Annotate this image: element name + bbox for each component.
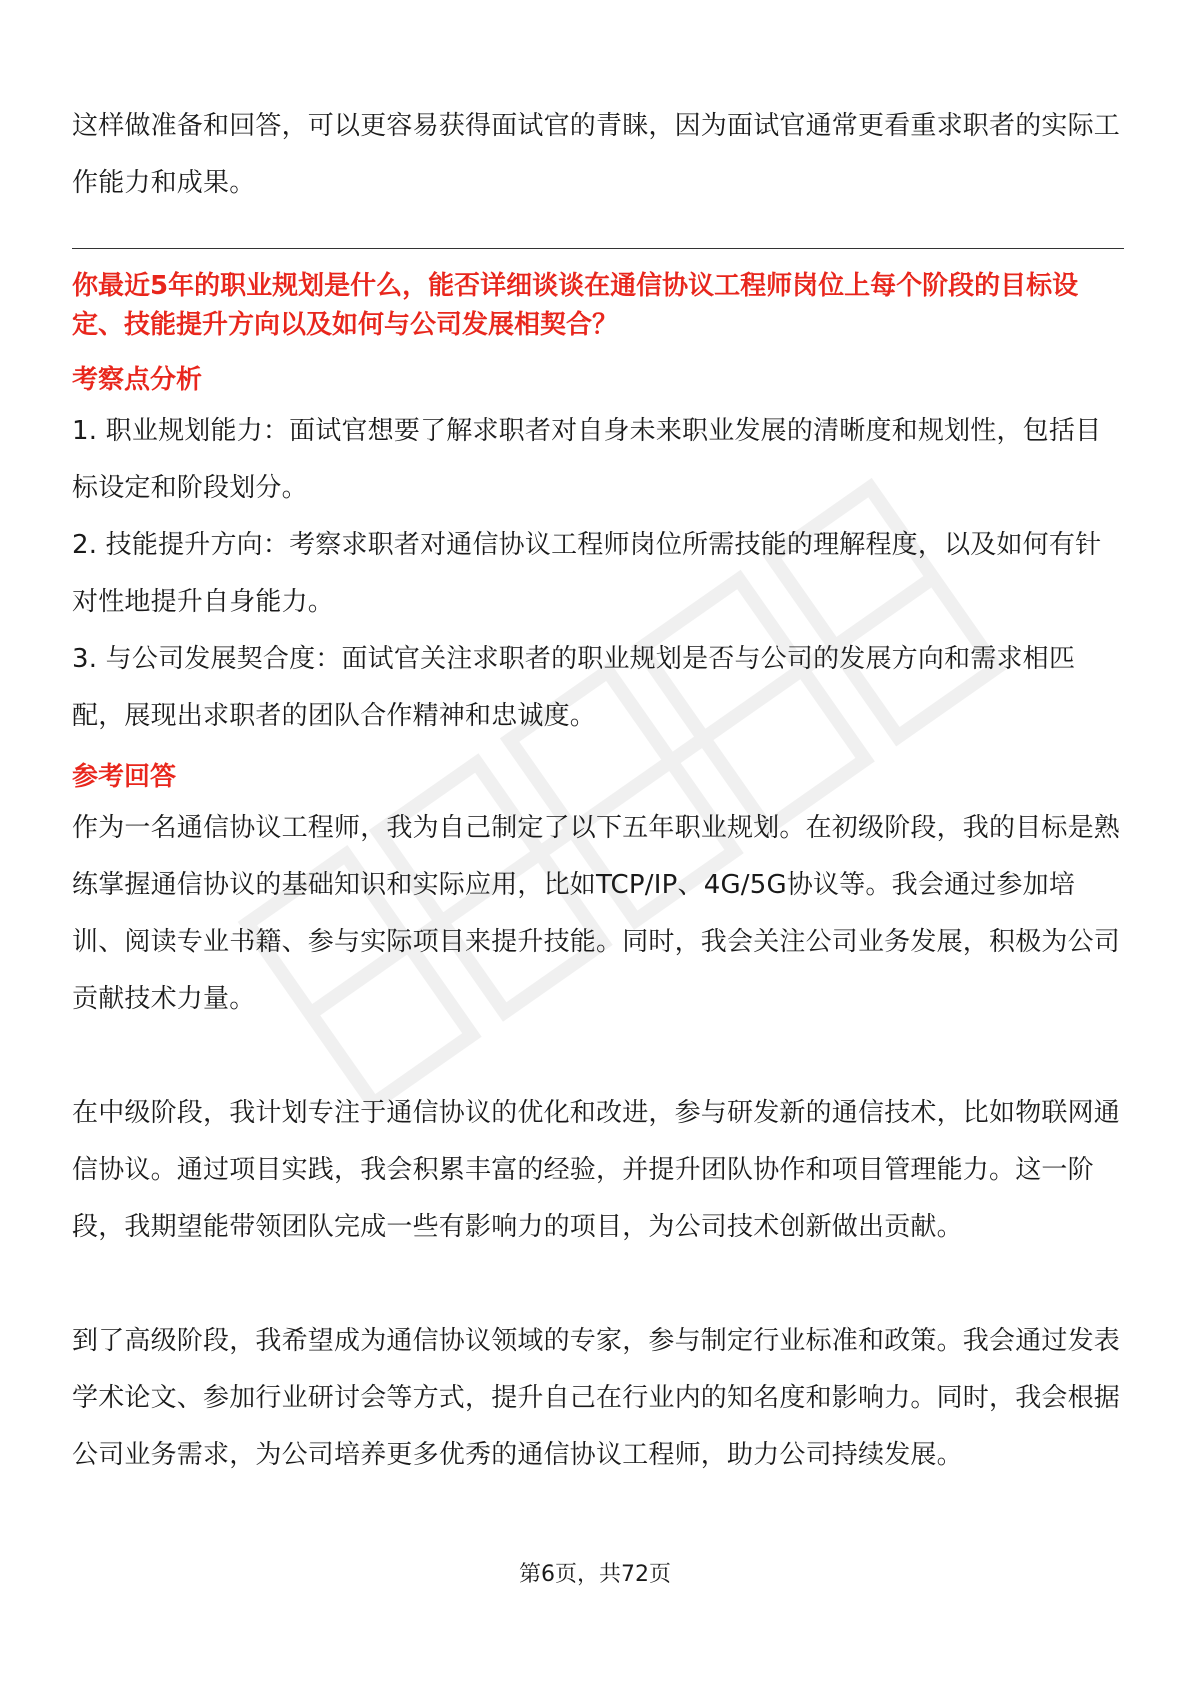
section-divider xyxy=(72,248,1124,249)
interview-question: 你最近5年的职业规划是什么，能否详细谈谈在通信协议工程师岗位上每个阶段的目标设定、技能提升方向以及如何与公司发展相契合？ xyxy=(72,271,1079,340)
spacer xyxy=(72,1256,1124,1313)
intro-paragraph: 这样做准备和回答，可以更容易获得面试官的青睐，因为面试官通常更看重求职者的实际工作能力和成果。 xyxy=(72,111,1121,198)
analysis-point: 1. 职业规划能力：面试官想要了解求职者对自身未来职业发展的清晰度和规划性，包括目标设定和阶段划分。 xyxy=(72,416,1102,503)
spacer xyxy=(72,745,1124,757)
answer-paragraph: 到了高级阶段，我希望成为通信协议领域的专家，参与制定行业标准和政策。我会通过发表学术论文、参加行业研讨会等方式，提升自己在行业内的知名度和影响力。同时，我会根据公司业务需求，为公司培养更多优秀的通信协议工程师，助力公司持续发展。 xyxy=(72,1326,1121,1470)
answer-paragraph: 在中级阶段，我计划专注于通信协议的优化和改进，参与研发新的通信技术，比如物联网通信协议。通过项目实践，我会积累丰富的经验，并提升团队协作和项目管理能力。这一阶段，我期望能带领团队完成一些有影响力的项目，为公司技术创新做出贡献。 xyxy=(72,1098,1121,1242)
analysis-heading: 考察点分析 xyxy=(72,365,203,395)
analysis-point: 3. 与公司发展契合度：面试官关注求职者的职业规划是否与公司的发展方向和需求相匹配，展现出求职者的团队合作精神和忠诚度。 xyxy=(72,644,1076,731)
answer-paragraph: 作为一名通信协议工程师，我为自己制定了以下五年职业规划。在初级阶段，我的目标是熟练掌握通信协议的基础知识和实际应用，比如TCP/IP、4G/5G协议等。我会通过参加培训、阅读专业书籍、参与实际项目来提升技能。同时，我会关注公司业务发展，积极为公司贡献技术力量。 xyxy=(72,813,1121,1014)
answer-heading: 参考回答 xyxy=(72,762,177,792)
analysis-point: 2. 技能提升方向：考察求职者对通信协议工程师岗位所需技能的理解程度，以及如何有针对性地提升自身能力。 xyxy=(72,530,1102,617)
page-number: 第6页，共72页 xyxy=(519,1562,671,1587)
spacer xyxy=(72,1028,1124,1085)
main-content xyxy=(72,98,1124,1484)
